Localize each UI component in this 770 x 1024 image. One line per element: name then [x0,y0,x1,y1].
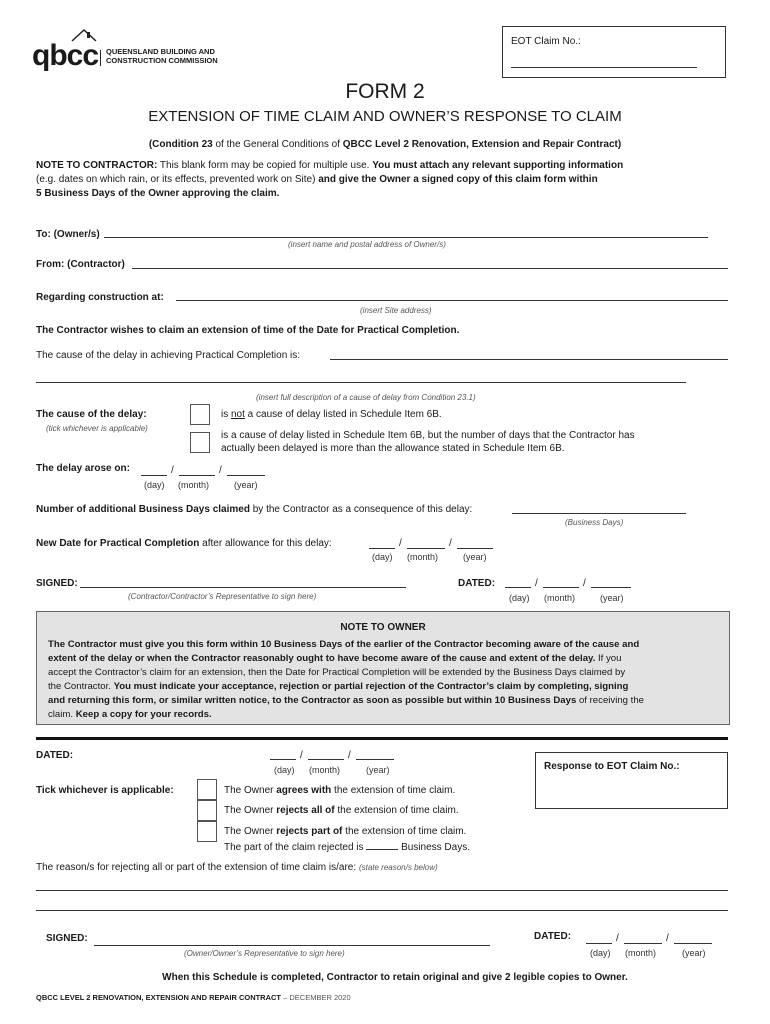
tick-hint: (tick whichever is applicable) [46,424,148,433]
business-days-hint: (Business Days) [565,518,624,527]
owner-dated-year-label: (year) [682,948,706,958]
logo-divider [100,50,101,66]
owner-response-year-field[interactable] [356,759,394,760]
checkbox-not-a-cause[interactable] [190,404,210,425]
arose-year-label: (year) [234,480,258,490]
owner-dated-label: DATED: [534,931,572,942]
slash: / [583,578,586,589]
from-contractor-field[interactable] [132,268,728,269]
contractor-signed-label: SIGNED: [36,578,78,589]
slash: / [399,538,402,549]
reason-field-line2[interactable] [36,910,728,911]
delay-arose-label: The delay arose on: [36,463,130,474]
contractor-dated-year-field[interactable] [591,587,631,588]
new-date-year-field[interactable] [457,548,493,549]
owner-response-year-lbl: (year) [366,765,390,775]
new-date-month-field[interactable] [407,548,445,549]
response-claim-no-label: Response to EOT Claim No.: [544,761,680,772]
new-date-label: New Date for Practical Completion after allowance for this delay: [36,538,332,549]
slash: / [449,538,452,549]
owner-dated-day-label: (day) [590,948,611,958]
wish-statement: The Contractor wishes to claim an extension of time of the Date for Practical Completion. [36,325,460,336]
arose-year-field[interactable] [227,475,265,476]
owner-tick-label: Tick whichever is applicable: [36,785,174,796]
note-to-owner-line4: the Contractor. You must indicate your acceptance, rejection or partial rejection of the Contractor’s claim by completing, signing [48,681,629,692]
contractor-dated-month-label: (month) [544,593,576,603]
contractor-dated-label: DATED: [458,578,496,589]
checkbox-owner-rejects-all[interactable] [197,800,217,821]
checkbox-is-a-cause[interactable] [190,432,210,453]
form-title: FORM 2 [345,80,425,103]
reason-field-line1[interactable] [36,890,728,891]
slash: / [616,933,619,944]
note-to-owner-line2: extent of the delay or when the Contractor reasonably ought to have become aware of the cause and extent of the delay. If you [48,653,622,664]
rejected-days-field[interactable] [366,840,398,850]
new-date-day-field[interactable] [369,548,395,549]
contractor-signature-field[interactable] [80,587,406,588]
arose-day-field[interactable] [141,475,167,476]
note-to-owner-box [36,611,730,725]
reason-label: The reason/s for rejecting all or part of the extension of time claim is/are: (state reason/s below) [36,862,438,873]
note-to-contractor-line3: 5 Business Days of the Owner approving the claim. [36,188,280,199]
completion-instruction: When this Schedule is completed, Contractor to retain original and give 2 legible copies to Owner. [162,972,628,983]
owner-response-day-lbl: (day) [274,765,295,775]
owner-response-day-field[interactable] [270,759,296,760]
additional-days-field[interactable] [512,513,686,514]
cause-field-line2[interactable] [36,382,686,383]
note-to-owner-line5: and returning this form, or similar written notice, to the Contractor as soon as possible but within 10 Business Days of receiving the [48,695,645,706]
cause-of-delay-label: The cause of the delay: [36,409,147,420]
to-owner-label: To: (Owner/s) [36,229,100,240]
contractor-dated-day-field[interactable] [505,587,531,588]
eot-claim-no-field[interactable] [511,67,697,68]
owner-dated-month-field[interactable] [624,943,662,944]
arose-month-field[interactable] [179,475,215,476]
form-subtitle: EXTENSION OF TIME CLAIM AND OWNER’S RESPONSE TO CLAIM [148,108,622,125]
condition-reference: (Condition 23 of the General Conditions of QBCC Level 2 Renovation, Extension and Repair Contract) [148,139,622,150]
note-to-contractor-line1: NOTE TO CONTRACTOR: This blank form may be copied for multiple use. You must attach any relevant supporting information [36,160,624,171]
owner-response-month-lbl: (month) [309,765,341,775]
eot-claim-no-box [502,26,726,78]
slash: / [171,465,174,476]
owner-response-month-field[interactable] [308,759,344,760]
new-date-year-label: (year) [463,552,487,562]
cause-field-line1[interactable] [330,359,728,360]
new-date-day-label: (day) [372,552,393,562]
note-to-owner-line3: accept the Contractor’s claim for an extension, then the Date for Practical Completion will be extended by the Business Days claimed by [48,667,626,678]
logo-text: qbcc [32,39,99,72]
org-name-line1: QUEENSLAND BUILDING AND [106,47,215,56]
owner-signature-field[interactable] [94,945,490,946]
arose-month-label: (month) [178,480,210,490]
regarding-hint: (insert Site address) [360,306,432,315]
eot-claim-no-label: EOT Claim No.: [511,36,581,47]
owner-signature-hint: (Owner/Owner’s Representative to sign here) [184,949,345,958]
option-owner-agrees: The Owner agrees with the extension of time claim. [224,785,456,796]
slash: / [300,750,303,761]
arose-day-label: (day) [144,480,165,490]
to-owner-field[interactable] [104,237,708,238]
checkbox-owner-agrees[interactable] [197,779,217,800]
owner-dated-month-label: (month) [625,948,657,958]
note-to-owner-line6: claim. Keep a copy for your records. [48,709,212,720]
owner-dated-year-field[interactable] [674,943,712,944]
contractor-dated-day-label: (day) [509,593,530,603]
slash: / [348,750,351,761]
cause-label: The cause of the delay in achieving Practical Completion is: [36,350,301,361]
to-owner-hint: (insert name and postal address of Owner/s) [288,240,446,249]
regarding-field[interactable] [176,300,728,301]
rejected-part-line: The part of the claim rejected is Business Days. [224,842,470,853]
option-owner-rejects-all: The Owner rejects all of the extension of time claim. [224,805,459,816]
option-not-a-cause: is not a cause of delay listed in Schedule Item 6B. [221,409,442,420]
footer: QBCC LEVEL 2 RENOVATION, EXTENSION AND REPAIR CONTRACT – DECEMBER 2020 [36,993,351,1002]
slash: / [666,933,669,944]
checkbox-owner-rejects-part[interactable] [197,821,217,842]
from-contractor-label: From: (Contractor) [36,259,125,270]
option-is-a-cause-line1: is a cause of delay listed in Schedule Item 6B, but the number of days that the Contractor has [221,430,635,441]
owner-dated-day-field[interactable] [586,943,612,944]
cause-hint: (insert full description of a cause of delay from Condition 23.1) [256,393,476,402]
note-to-owner-line1: The Contractor must give you this form within 10 Business Days of the earlier of the Contractor becoming aware of the cause and [48,639,640,650]
note-to-contractor-line2: (e.g. dates on which rain, or its effects, prevented work on Site) and give the Owner a signed copy of this claim form within [36,174,598,185]
additional-days-label: Number of additional Business Days claimed by the Contractor as a consequence of this delay: [36,504,473,515]
slash: / [535,578,538,589]
section-divider [36,737,728,740]
qbcc-logo [32,26,102,74]
owner-response-dated-label: DATED: [36,750,74,761]
option-owner-rejects-part: The Owner rejects part of the extension of time claim. [224,826,467,837]
owner-signed-label: SIGNED: [46,933,88,944]
contractor-signature-hint: (Contractor/Contractor’s Representative to sign here) [128,592,317,601]
option-is-a-cause-line2: actually been delayed is more than the allowance stated in Schedule Item 6B. [221,443,565,454]
contractor-dated-year-label: (year) [600,593,624,603]
response-claim-no-box[interactable] [535,752,728,809]
org-name-line2: CONSTRUCTION COMMISSION [106,56,218,65]
slash: / [219,465,222,476]
contractor-dated-month-field[interactable] [543,587,579,588]
new-date-month-label: (month) [407,552,439,562]
regarding-label: Regarding construction at: [36,292,164,303]
note-to-owner-title: NOTE TO OWNER [340,622,426,633]
